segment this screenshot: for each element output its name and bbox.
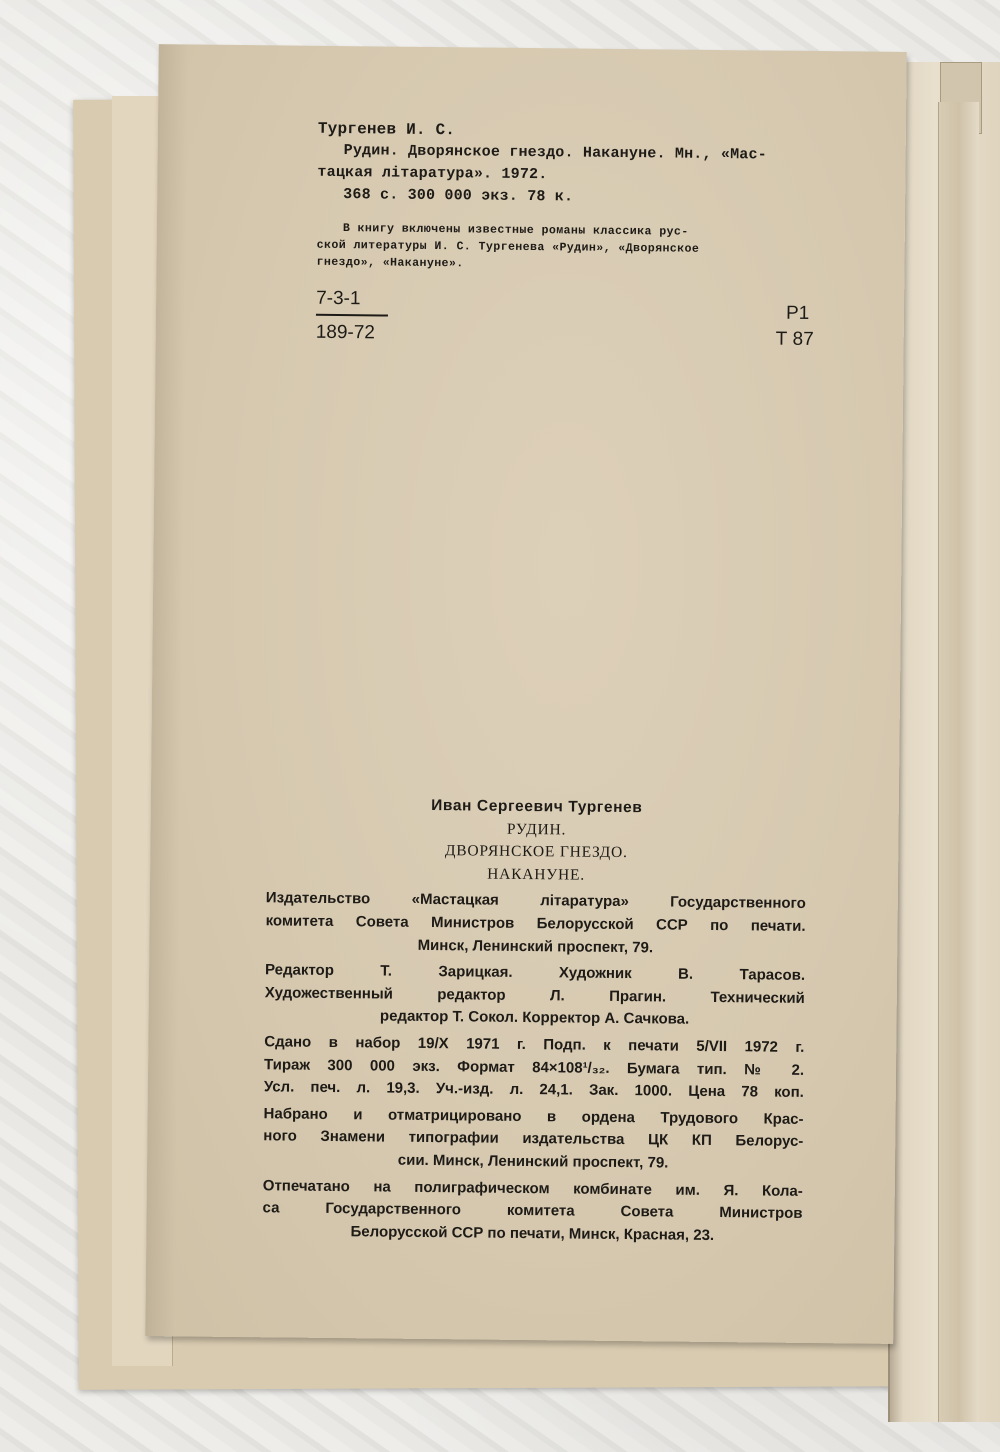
facing-page-edge <box>888 62 1000 1422</box>
record-publisher-line: тацкая літаратура». 1972. <box>317 163 548 184</box>
code-numerator: 7-3-1 <box>316 287 361 310</box>
classification-code-left <box>316 288 389 349</box>
code-denominator: 189-72 <box>315 321 376 344</box>
staff-line: Художественный редактор Л. Прагин. Технический <box>264 984 805 1007</box>
print-data-line: Тираж 300 000 экз. Формат 84×108¹/₃₂. Бумага тип. № 2. <box>264 1055 805 1079</box>
annotation-line: В книгу включены известные романы классика рус- <box>342 222 689 239</box>
colophon-author: Иван Сергеевич Тургенев <box>431 797 643 817</box>
staff-line: редактор Т. Сокол. Корректор А. Сачкова. <box>379 1007 690 1029</box>
publisher-line: Минск, Ленинский проспект, 79. <box>417 936 654 956</box>
colophon-title: РУДИН. <box>506 820 567 839</box>
typesetting-block <box>263 1103 804 1176</box>
annotation-line: гнездо», «Накануне». <box>316 255 464 271</box>
classification-code-right <box>776 301 815 353</box>
record-title-line: Рудин. Дворянское гнездо. Накануне. Мн., «Мас- <box>343 142 768 164</box>
publisher-line: комитета Совета Министров Белорусской ССР по печати. <box>265 912 806 935</box>
staff-block <box>264 959 805 1032</box>
record-annotation <box>316 220 847 277</box>
publisher-block <box>265 888 806 961</box>
printing-plant-line: Отпечатано на полиграфическом комбинате им. Я. Кола- <box>262 1176 803 1200</box>
typesetting-line: сии. Минск, Ленинский проспект, 79. <box>397 1151 669 1172</box>
typesetting-line: Набрано и отматрицировано в ордена Трудового Крас- <box>263 1104 804 1128</box>
printing-plant-block <box>262 1175 803 1248</box>
printing-plant-line: са Государственного комитета Совета Министров <box>262 1199 803 1223</box>
colophon-title: НАКАНУНЕ. <box>487 865 586 884</box>
annotation-line: ской литературы И. С. Тургенева «Рудин», «Дворянское <box>316 238 700 256</box>
publisher-line: Издательство «Мастацкая літаратура» Государственного <box>265 889 806 913</box>
printing-plant-line: Белорусской ССР по печати, Минск, Красная, 23. <box>350 1222 715 1244</box>
imprint-page <box>145 44 906 1344</box>
print-data-block <box>264 1031 805 1104</box>
record-extent-line: 368 с. 300 000 экз. 78 к. <box>343 186 574 206</box>
typesetting-line: ного Знамени типографии издательства ЦК КП Белорус- <box>263 1127 804 1151</box>
code-fraction-rule <box>316 314 388 317</box>
bibliographic-record <box>316 118 848 277</box>
colophon <box>262 793 807 1248</box>
print-data-line: Усл. печ. л. 19,3. Уч.-изд. л. 24,1. Зак. 1000. Цена 78 коп. <box>263 1078 804 1102</box>
author-mark-code: Т 87 <box>775 328 814 350</box>
book-spine <box>938 102 979 1422</box>
library-class-code: Р1 <box>785 302 810 324</box>
colophon-title: ДВОРЯНСКОЕ ГНЕЗДО. <box>444 842 628 862</box>
staff-line: Редактор Т. Зарицкая. Художник В. Тарасов. <box>265 961 806 985</box>
print-data-line: Сдано в набор 19/X 1971 г. Подп. к печати 5/VII 1972 г. <box>264 1033 805 1056</box>
record-author: Тургенев И. С. <box>317 119 456 140</box>
